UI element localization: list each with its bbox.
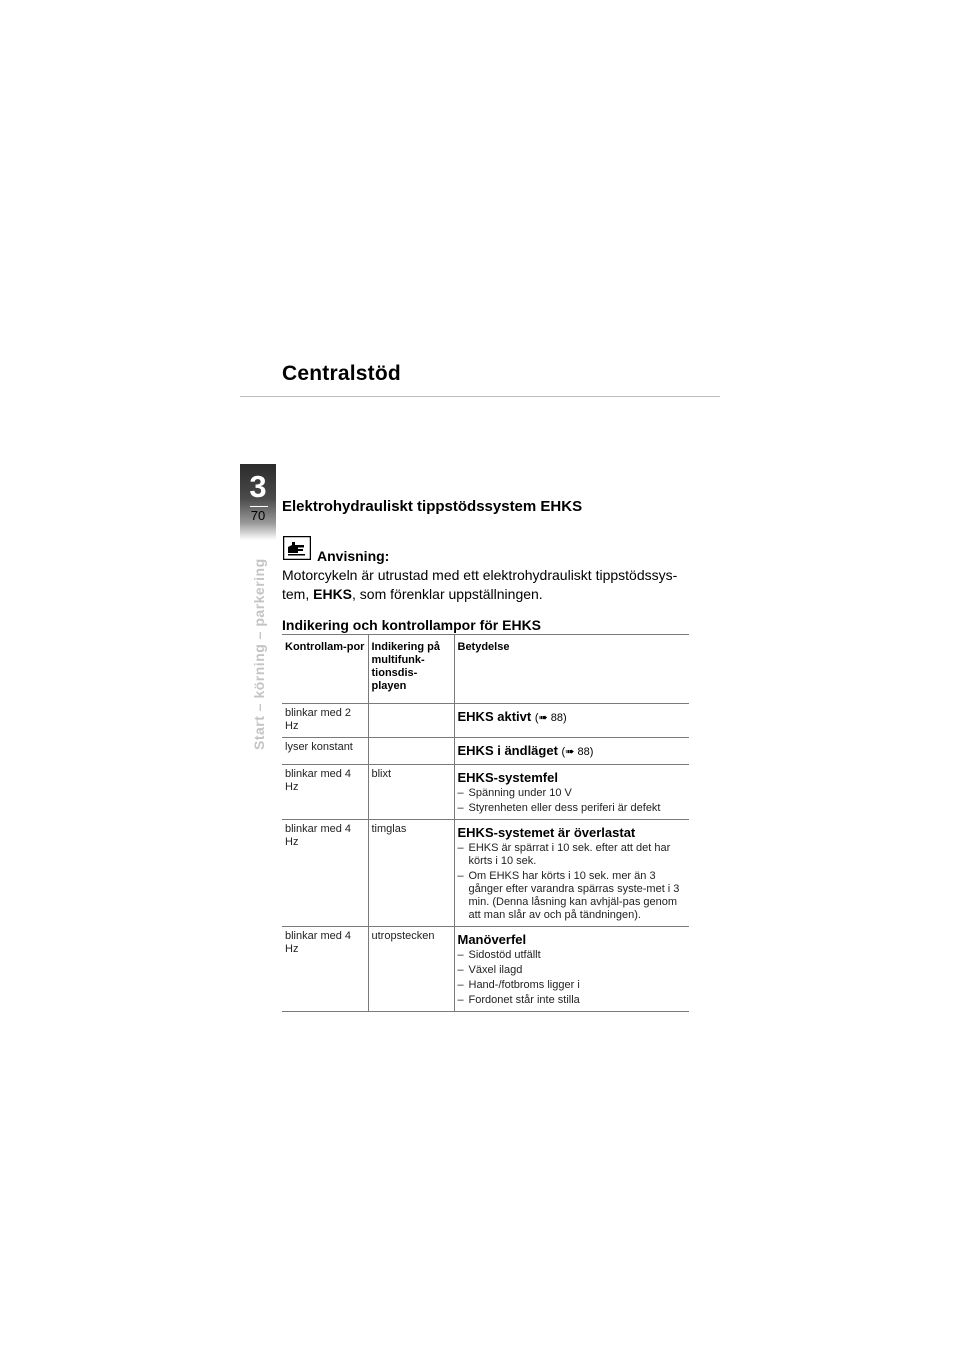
table-title: Indikering och kontrollampor för EHKS [282,617,542,633]
detail-item: – Om EHKS har körts i 10 sek. mer än 3 gånger efter varandra spärras syste-met i 3 min. (Denna låsning kan avhjäl-pas genom att man slår av och på tändningen). [458,870,687,922]
detail-item: – Fordonet står inte stilla [458,994,687,1007]
display-cell [368,738,454,765]
table-row [282,738,689,765]
display-cell: blixt [368,765,454,820]
note-text [282,566,692,604]
column-header-display: Indikering på multifunk-tionsdis-playen [368,635,454,704]
meaning-title: EHKS-systemet är överlastat [457,825,636,840]
page-number: 70 [250,508,266,523]
lamp-cell: blinkar med 4 Hz [282,820,368,927]
detail-list [458,787,687,815]
page-title: Centralstöd [282,362,401,385]
meaning-title [458,743,687,760]
display-cell [368,704,454,738]
note-text-end: , som förenklar uppställningen. [352,586,543,602]
column-header-meaning: Betydelse [454,635,689,704]
table-row [282,820,689,927]
lamp-cell: lyser konstant [282,738,368,765]
detail-item: – EHKS är spärrat i 10 sek. efter att det har körts i 10 sek. [458,842,687,868]
meaning-cell [454,704,689,738]
page-reference: (➠ 88) [561,746,594,758]
table-row [282,765,689,820]
meaning-title: Manöverfel [457,932,527,947]
meaning-title-text: EHKS i ändläget [457,743,558,758]
note-hand-icon [283,536,311,560]
display-cell: timglas [368,820,454,927]
lamp-cell: blinkar med 4 Hz [282,765,368,820]
table-header-row [282,635,689,704]
note-text-start: Motorcykeln är utrustad med ett elektrohydrauliskt tippstödssys-tem, [282,567,678,602]
note-label: Anvisning: [317,548,390,564]
detail-list [458,949,687,1007]
table-row [282,704,689,738]
meaning-cell [454,927,689,1012]
lamp-cell: blinkar med 4 Hz [282,927,368,1012]
detail-item: – Styrenheten eller dess periferi är defekt [458,802,687,815]
ehks-indicator-table [282,634,689,1012]
detail-item: – Spänning under 10 V [458,787,687,800]
meaning-cell [454,765,689,820]
meaning-title [458,709,687,726]
meaning-cell [454,820,689,927]
detail-item: – Hand-/fotbroms ligger i [458,979,687,992]
detail-item: – Växel ilagd [458,964,687,977]
detail-item: – Sidostöd utfällt [458,949,687,962]
page-reference: (➠ 88) [534,712,567,724]
table-row [282,927,689,1012]
meaning-cell [454,738,689,765]
chapter-number: 3 [249,469,267,504]
lamp-cell: blinkar med 2 Hz [282,704,368,738]
column-header-lamp: Kontrollam-por [282,635,368,704]
note-text-emphasis: EHKS [313,586,353,602]
section-heading: Elektrohydrauliskt tippstödssystem EHKS [282,498,583,515]
title-divider [240,396,720,397]
detail-list [458,842,687,922]
meaning-title-text: EHKS aktivt [457,709,532,724]
chapter-side-label-text: Start – körning – parkering [251,558,267,750]
chapter-divider [250,506,268,507]
meaning-title: EHKS-systemfel [457,770,558,785]
display-cell: utropstecken [368,927,454,1012]
